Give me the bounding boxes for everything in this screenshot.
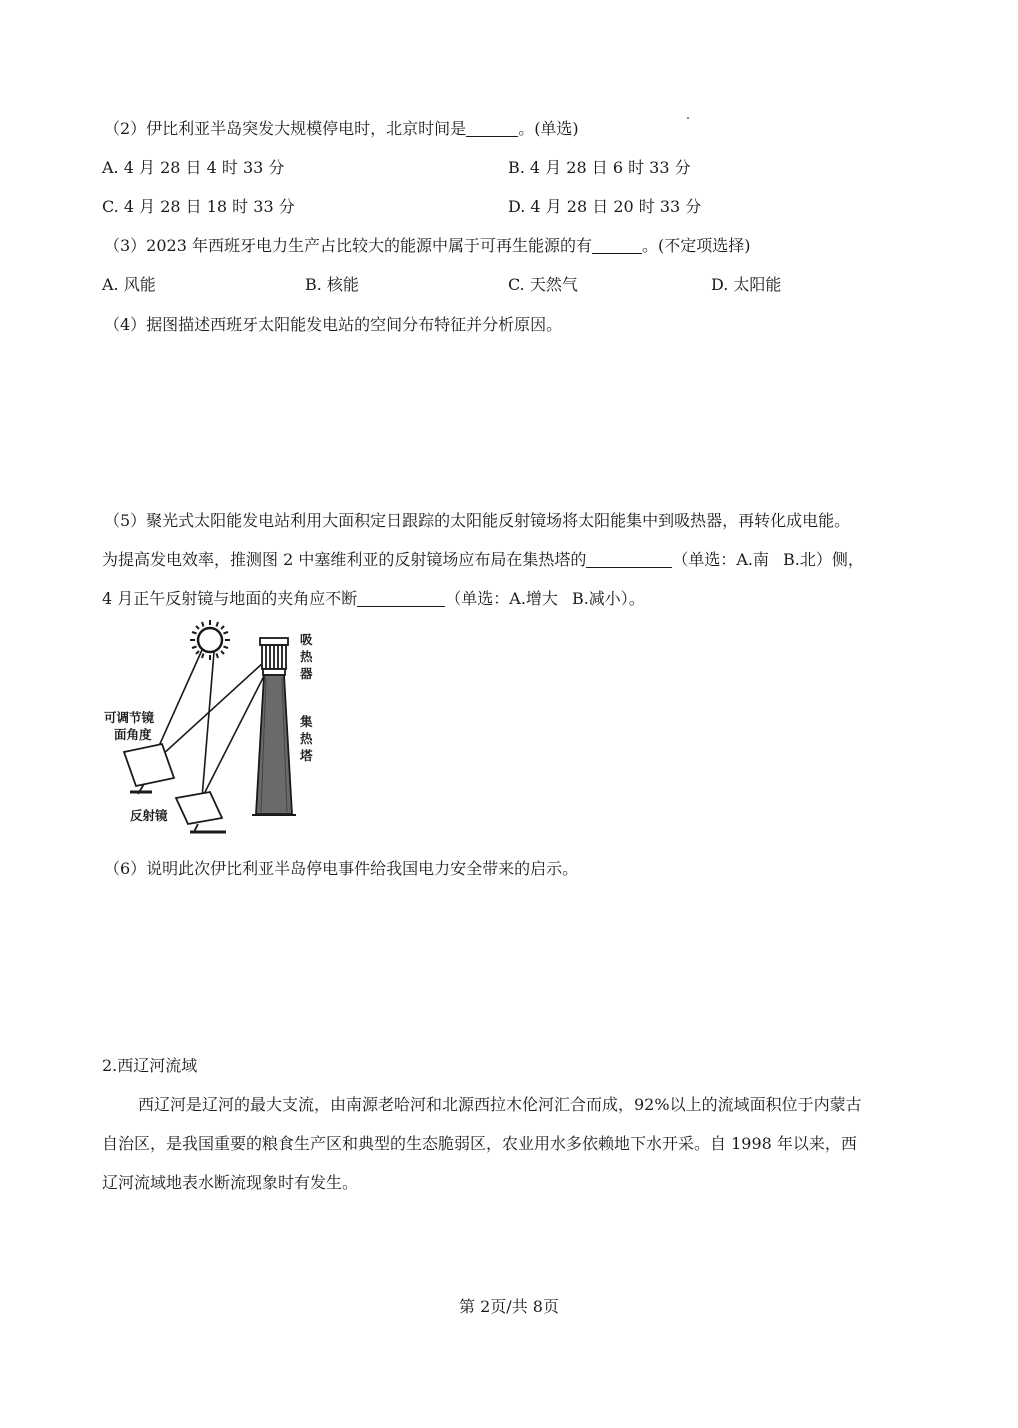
answer-blank[interactable] xyxy=(357,590,445,607)
question-2-prompt xyxy=(104,116,579,139)
page-number: 第 2页/共 8页 xyxy=(459,1297,559,1316)
label-tower-1: 集 xyxy=(300,714,313,729)
question-3-text: （3）2023 年西班牙电力生产占比较大的能源中属于可再生能源的有 xyxy=(104,236,592,255)
question-2-text: （2）伊比利亚半岛突发大规模停电时，北京时间是 xyxy=(104,119,467,138)
section-2-paragraph-line-1: 西辽河是辽河的最大支流，由南源老哈河和北源西拉木伦河汇合而成，92%以上的流域面积位于内蒙古 xyxy=(138,1095,862,1114)
label-receiver-3: 器 xyxy=(300,666,313,681)
label-tower-2: 热 xyxy=(300,731,313,746)
section-2-title: 2.西辽河流域 xyxy=(102,1056,198,1075)
heat-receiver xyxy=(260,638,288,675)
answer-blank[interactable] xyxy=(466,120,518,137)
label-tower-3: 塔 xyxy=(300,748,313,763)
label-receiver-1: 吸 xyxy=(300,632,313,647)
answer-blank[interactable] xyxy=(592,237,642,254)
answer-blank[interactable] xyxy=(586,551,672,568)
question-2-option-d[interactable]: D. 4 月 28 日 20 时 33 分 xyxy=(508,197,702,216)
sun-icon xyxy=(190,620,230,660)
question-5-line-1: （5）聚光式太阳能发电站利用大面积定日跟踪的太阳能反射镜场将太阳能集中到吸热器，再转化成电能。 xyxy=(104,511,851,530)
question-2-text-end: 。(单选) xyxy=(518,119,579,138)
label-mirror: 反射镜 xyxy=(130,808,168,823)
question-3-option-d[interactable]: D. 太阳能 xyxy=(711,275,782,294)
scan-speck xyxy=(687,117,689,119)
question-3-prompt xyxy=(104,233,751,256)
question-5-line-3 xyxy=(102,586,645,609)
mirror-lower[interactable] xyxy=(176,792,226,832)
question-2-option-c[interactable]: C. 4 月 28 日 18 时 33 分 xyxy=(102,197,295,216)
question-5-line-2-text: 为提高发电效率，推测图 2 中塞维利亚的反射镜场应布局在集热塔的 xyxy=(102,550,587,569)
question-3-option-a[interactable]: A. 风能 xyxy=(102,275,156,294)
question-5-choice-tail-2: B.减小）。 xyxy=(571,589,645,608)
label-receiver-2: 热 xyxy=(300,649,313,664)
solar-tower-svg xyxy=(102,618,342,842)
question-3-option-b[interactable]: B. 核能 xyxy=(305,275,359,294)
label-adjustable-angle: 可调节镜 xyxy=(104,710,155,725)
question-3-text-end: 。(不定项选择) xyxy=(642,236,751,255)
question-5-line-3-text: 4 月正午反射镜与地面的夹角应不断 xyxy=(102,589,358,608)
label-adjustable-angle-2: 面角度 xyxy=(114,727,152,742)
section-2-paragraph-line-2: 自治区，是我国重要的粮食生产区和典型的生态脆弱区，农业用水多依赖地下水开采。自 1998 年以来，西 xyxy=(102,1134,857,1153)
question-6-prompt: （6）说明此次伊比利亚半岛停电事件给我国电力安全带来的启示。 xyxy=(104,859,579,878)
question-5-line-2 xyxy=(102,547,864,570)
question-5-choice-text: （单选：A.南 xyxy=(672,550,770,569)
question-5-choice-text-2: （单选：A.增大 xyxy=(445,589,558,608)
solar-tower-diagram xyxy=(102,618,342,842)
question-3-option-c[interactable]: C. 天然气 xyxy=(508,275,578,294)
question-2-option-a[interactable]: A. 4 月 28 日 4 时 33 分 xyxy=(102,158,285,177)
question-5-choice-tail: B.北）侧， xyxy=(783,550,864,569)
section-2-paragraph-line-3: 辽河流域地表水断流现象时有发生。 xyxy=(102,1173,359,1192)
collector-tower xyxy=(252,675,296,815)
question-4-prompt: （4）据图描述西班牙太阳能发电站的空间分布特征并分析原因。 xyxy=(104,315,563,334)
question-2-option-b[interactable]: B. 4 月 28 日 6 时 33 分 xyxy=(508,158,691,177)
